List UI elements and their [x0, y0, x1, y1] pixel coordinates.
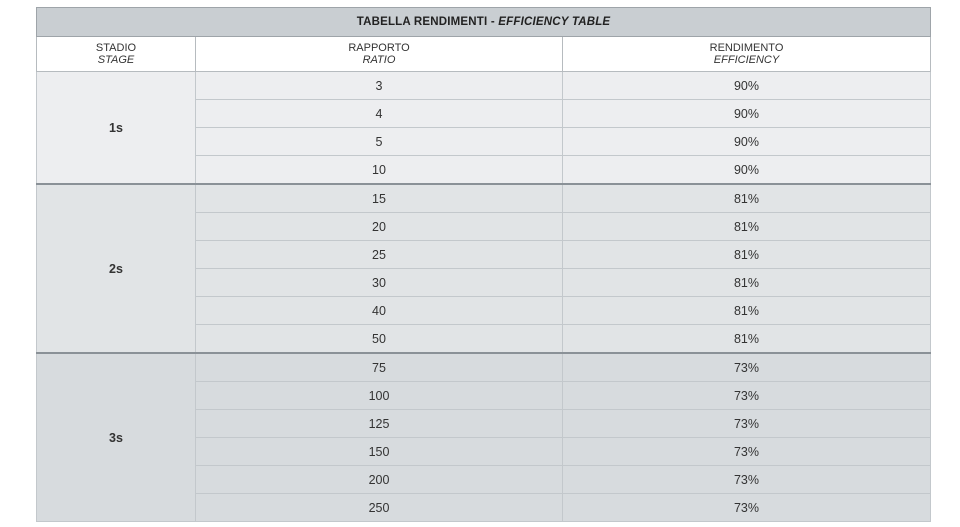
stage-cell: 2s	[37, 184, 196, 353]
ratio-cell: 200	[196, 466, 563, 494]
ratio-cell: 250	[196, 494, 563, 522]
column-header-efficiency	[563, 37, 931, 72]
ratio-cell: 3	[196, 72, 563, 100]
efficiency-cell: 81%	[563, 297, 931, 325]
ratio-cell: 50	[196, 325, 563, 354]
efficiency-cell: 73%	[563, 410, 931, 438]
column-header-sublabel: EFFICIENCY	[713, 54, 780, 66]
column-header-label: RENDIMENTO	[709, 42, 784, 54]
stage-cell: 3s	[37, 353, 196, 522]
stage-cell: 1s	[37, 72, 196, 185]
table-row	[37, 72, 931, 100]
column-header-sublabel: STAGE	[97, 54, 135, 66]
column-header-stage	[37, 37, 196, 72]
efficiency-cell: 81%	[563, 184, 931, 213]
efficiency-cell: 90%	[563, 72, 931, 100]
efficiency-cell: 73%	[563, 438, 931, 466]
efficiency-cell: 73%	[563, 382, 931, 410]
column-header-sublabel: RATIO	[362, 54, 396, 66]
efficiency-table	[36, 7, 931, 522]
efficiency-cell: 73%	[563, 353, 931, 382]
table-title-main: TABELLA RENDIMENTI -	[356, 16, 499, 28]
table-row	[37, 353, 931, 382]
efficiency-cell: 73%	[563, 466, 931, 494]
efficiency-cell: 81%	[563, 325, 931, 354]
ratio-cell: 125	[196, 410, 563, 438]
ratio-cell: 75	[196, 353, 563, 382]
column-header-ratio	[196, 37, 563, 72]
ratio-cell: 5	[196, 128, 563, 156]
efficiency-cell: 90%	[563, 156, 931, 185]
ratio-cell: 4	[196, 100, 563, 128]
efficiency-cell: 90%	[563, 128, 931, 156]
efficiency-cell: 81%	[563, 269, 931, 297]
table-title	[37, 8, 931, 37]
table-row	[37, 184, 931, 213]
efficiency-cell: 73%	[563, 494, 931, 522]
efficiency-cell: 90%	[563, 100, 931, 128]
efficiency-cell: 81%	[563, 213, 931, 241]
ratio-cell: 20	[196, 213, 563, 241]
ratio-cell: 10	[196, 156, 563, 185]
ratio-cell: 100	[196, 382, 563, 410]
table-header-row	[37, 37, 931, 72]
ratio-cell: 25	[196, 241, 563, 269]
table-title-italic: EFFICIENCY TABLE	[498, 16, 611, 28]
ratio-cell: 30	[196, 269, 563, 297]
ratio-cell: 150	[196, 438, 563, 466]
column-header-label: RAPPORTO	[348, 42, 410, 54]
efficiency-cell: 81%	[563, 241, 931, 269]
table-body	[37, 72, 931, 522]
ratio-cell: 15	[196, 184, 563, 213]
efficiency-table-container	[36, 7, 930, 522]
ratio-cell: 40	[196, 297, 563, 325]
column-header-label: STADIO	[95, 42, 137, 54]
